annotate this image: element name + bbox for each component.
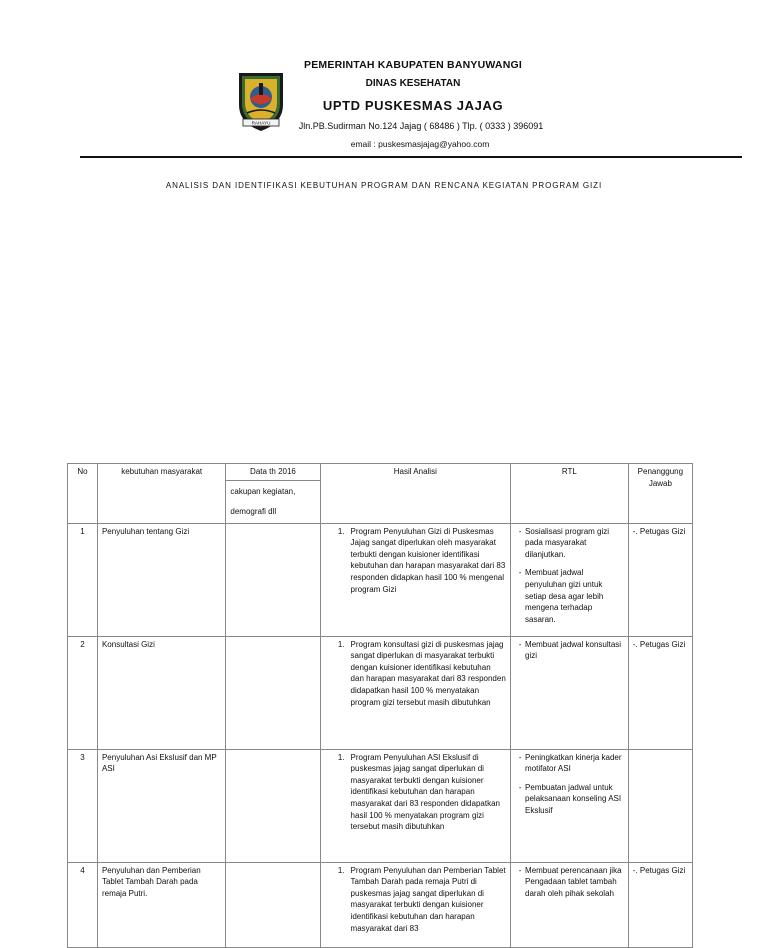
header-no: No xyxy=(68,464,98,524)
rtl-item: Pembuatan jadwal untuk pelaksanaan konseling ASI Ekslusif xyxy=(525,782,622,815)
hasil-number: 1. xyxy=(337,752,345,762)
row-data xyxy=(226,862,320,947)
row-no: 4 xyxy=(68,862,98,947)
letterhead-email: email : puskesmasjajag@yahoo.com xyxy=(350,139,490,149)
row-pj: -. Petugas Gizi xyxy=(628,636,692,749)
row-no: 1 xyxy=(68,523,98,636)
row-rtl: - Peningkatkan kinerja kader motifator ASI - Pembuatan jadwal untuk pelaksanaan konseling ASI Ekslusif xyxy=(511,749,629,862)
rtl-item: Membuat jadwal konsultasi gizi xyxy=(525,639,622,661)
hasil-text: Program konsultasi gizi di puskesmas jajag sangat diperlukan di masyarakat terbukti dengan kuisioner identifikasi kebutuhan dan harapan masyarakat dari 83 responden didapatkan hasil 100 % menyatakan program gizi tersebut masih dibutuhkan xyxy=(350,639,506,707)
rtl-item: Sosialisasi program gizi pada masyarakat dilanjutkan. xyxy=(525,526,610,559)
hasil-number: 1. xyxy=(337,865,345,875)
row-rtl: - Membuat perencanaan jika Pengadaan tablet tambah darah oleh pihak sekolah xyxy=(511,862,629,947)
row-need: Konsultasi Gizi xyxy=(97,636,225,749)
row-hasil xyxy=(320,636,510,749)
row-hasil xyxy=(320,523,510,636)
row-rtl: - Membuat jadwal konsultasi gizi xyxy=(511,636,629,749)
logo-motto-text: RAHAYU xyxy=(251,120,271,126)
row-hasil xyxy=(320,749,510,862)
hasil-number: 1. xyxy=(337,526,345,536)
hasil-text: Program Penyuluhan ASI Ekslusif di puskesmas jajag sangat diperlukan di masyarakat terbukti dengan kuisioner identifikasi kebutuhan dan harapan masyarakat dari 83 responden didapatkan hasil 100 % menyatakan program gizi tersebut masih dibutuhkan xyxy=(350,752,500,832)
header-need: kebutuhan masyarakat xyxy=(97,464,225,524)
row-need: Penyuluhan dan Pemberian Tablet Tambah Darah pada remaja Putri. xyxy=(97,862,225,947)
rtl-item: Membuat perencanaan jika Pengadaan tablet tambah darah oleh pihak sekolah xyxy=(525,865,622,898)
row-no: 3 xyxy=(68,749,98,862)
table-row xyxy=(68,523,693,636)
header-hasil: Hasil Analisi xyxy=(320,464,510,524)
table-row xyxy=(68,749,693,862)
header-pj: Penanggung Jawab xyxy=(628,464,692,524)
letterhead-institution: UPTD PUSKESMAS JAJAG xyxy=(322,98,504,113)
header-rtl: RTL xyxy=(511,464,629,524)
hasil-text: Program Penyuluhan dan Pemberian Tablet Tambah Darah pada remaja Putri di puskesmas jajag sangat diperlukan di masyarakat terbukti dengan kuisioner identifikasi kebutuhan dan harapan masyarakat dari 83 xyxy=(350,865,506,933)
row-need: Penyuluhan Asi Ekslusif dan MP ASI xyxy=(97,749,225,862)
header-data: Data th 2016 xyxy=(226,464,320,481)
row-pj: -. Petugas Gizi xyxy=(628,862,692,947)
row-rtl: - Sosialisasi program gizi pada masyarakat dilanjutkan. - Membuat jadwal penyuluhan gizi untuk setiap desa agar lebih mengena terhadap sasaran. xyxy=(511,523,629,636)
row-data xyxy=(226,749,320,862)
table-row xyxy=(68,636,693,749)
header-data-sub2: demografi dll xyxy=(230,506,277,516)
row-no: 2 xyxy=(68,636,98,749)
row-need: Penyuluhan tentang Gizi xyxy=(97,523,225,636)
row-data xyxy=(226,523,320,636)
row-pj xyxy=(628,749,692,862)
row-pj: -. Petugas Gizi xyxy=(628,523,692,636)
table-row xyxy=(68,862,693,947)
letterhead-department: DINAS KESEHATAN xyxy=(365,78,461,89)
header-data-sub1: cakupan kegiatan, xyxy=(230,486,296,496)
row-data xyxy=(226,636,320,749)
letterhead-address: Jln.PB.Sudirman No.124 Jajag ( 68486 ) Tlp. ( 0333 ) 396091 xyxy=(298,121,544,131)
row-hasil xyxy=(320,862,510,947)
table-header-row xyxy=(68,464,693,481)
hasil-text: Program Penyuluhan Gizi di Puskesmas Jajag sangat diperlukan oleh masyarakat terbukti dengan kuisioner identifikasi kebutuhan dan harapan masyarakat dari 83 responden didapkan hasil 100 % mengenal program Gizi xyxy=(350,526,506,594)
rtl-item: Peningkatkan kinerja kader motifator ASI xyxy=(525,752,622,774)
analysis-table xyxy=(67,463,693,948)
hasil-number: 1. xyxy=(337,639,345,649)
document-title: ANALISIS DAN IDENTIFIKASI KEBUTUHAN PROGRAM DAN RENCANA KEGIATAN PROGRAM GIZI xyxy=(165,181,603,190)
letterhead-government: PEMERINTAH KABUPATEN BANYUWANGI xyxy=(304,59,522,71)
letterhead-divider xyxy=(80,156,742,158)
rtl-item: Membuat jadwal penyuluhan gizi untuk setiap desa agar lebih mengena terhadap sasaran. xyxy=(525,568,604,624)
header-data-sub xyxy=(226,480,320,523)
